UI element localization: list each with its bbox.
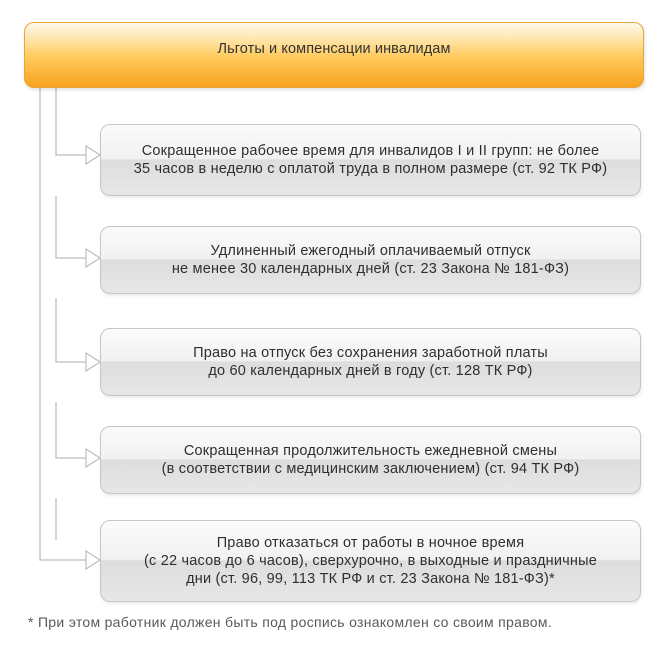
benefit-box-5: [100, 520, 641, 602]
arrow-head-2: [86, 249, 100, 267]
benefit-5-line-2: (с 22 часов до 6 часов), сверхурочно, в выходные и праздничные: [144, 553, 597, 569]
benefit-1-line-2: 35 часов в неделю с оплатой труда в полном размере (ст. 92 ТК РФ): [133, 161, 608, 177]
branch-line-4: [56, 402, 100, 458]
benefit-5-line-3: дни (ст. 96, 99, 113 ТК РФ и ст. 23 Закона № 181-ФЗ)*: [186, 571, 555, 587]
arrow-head-5: [86, 551, 100, 569]
footnote: * При этом работник должен быть под роспись ознакомлен со своим правом.: [28, 614, 552, 630]
benefit-1-line-1: Сокращенное рабочее время для инвалидов I и II групп: не более: [141, 143, 600, 159]
benefit-4-line-1: Сокращенная продолжительность ежедневной смены: [183, 443, 558, 459]
branch-line-3: [56, 298, 100, 362]
benefit-box-2: [100, 226, 641, 294]
benefit-4-line-2: (в соответствии с медицинским заключением) (ст. 94 ТК РФ): [161, 461, 580, 477]
benefit-2-line-1: Удлиненный ежегодный оплачиваемый отпуск: [210, 243, 531, 259]
benefit-3-line-1: Право на отпуск без сохранения заработной платы: [193, 345, 548, 361]
benefit-box-3: [100, 328, 641, 396]
arrow-head-1: [86, 146, 100, 164]
header-box: [24, 22, 644, 88]
benefit-3-line-2: до 60 календарных дней в году (ст. 128 ТК РФ): [208, 363, 533, 379]
benefit-5-line-1: Право отказаться от работы в ночное время: [216, 535, 525, 551]
header-title: Льготы и компенсации инвалидам: [217, 41, 451, 57]
branch-line-1: [56, 88, 100, 155]
arrow-head-3: [86, 353, 100, 371]
branch-line-2: [56, 196, 100, 258]
benefit-box-1: [100, 124, 641, 196]
benefit-box-4: [100, 426, 641, 494]
benefit-2-line-2: не менее 30 календарных дней (ст. 23 Закона № 181-ФЗ): [171, 261, 570, 277]
arrow-head-4: [86, 449, 100, 467]
